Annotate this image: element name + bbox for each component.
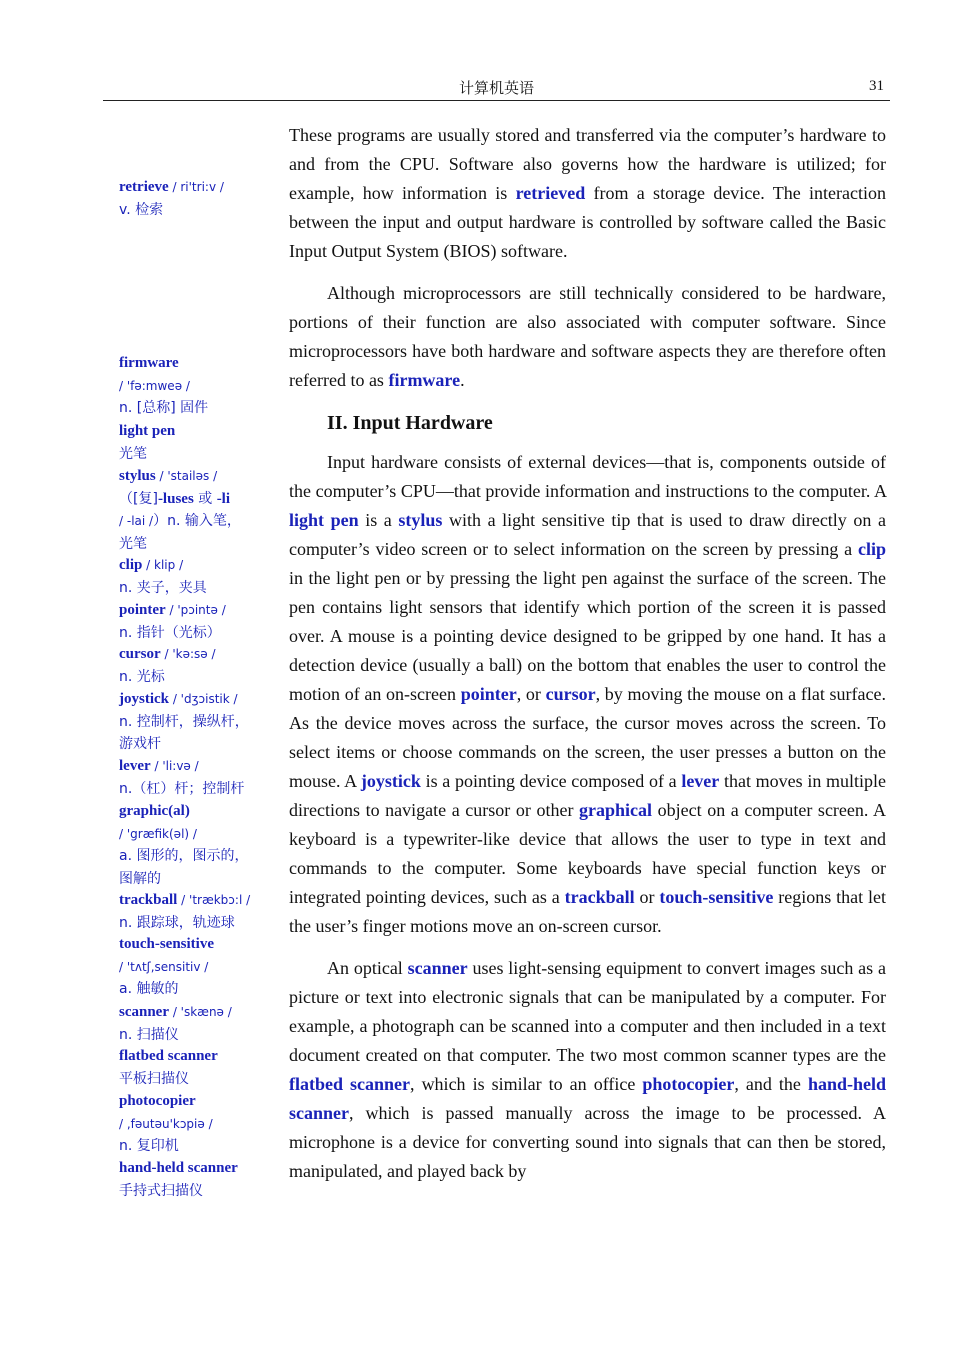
gloss-entry: [119, 420, 271, 465]
gloss-phonetic: / 'dʒɔistik /: [169, 692, 238, 706]
gloss-word: lever: [119, 758, 151, 774]
gloss-phonetic: / 'tʌtʃ,sensitiv /: [119, 959, 209, 974]
gloss-word: light pen: [119, 423, 176, 439]
text-run: , or: [516, 684, 546, 704]
gloss-definition: a. 触敏的: [119, 981, 179, 997]
gloss-phonetic: / 'trækbɔ:l /: [177, 893, 251, 907]
gloss-entry: [119, 1045, 271, 1090]
gloss-entry: [119, 755, 271, 800]
gloss-definition: 光笔: [119, 445, 147, 462]
gloss-word: hand-held scanner: [119, 1160, 238, 1176]
gloss-phonetic: / 'kə:sə /: [160, 647, 216, 661]
gloss-definition: n. 夹子，夹具: [119, 579, 207, 596]
gloss-entry: [119, 599, 271, 644]
text-run: , by moving the mouse on a flat surface. As the device moves across the surface, the cursor moves across the screen. To select items or choose commands on the screen, the user presses a button on the mouse. A: [289, 684, 886, 791]
gloss-definition: n.（杠）杆；控制杆: [119, 780, 245, 797]
gloss-phonetic: / 'græfik(əl) /: [119, 826, 197, 841]
gloss-entry: [119, 176, 271, 221]
gloss-word: scanner: [119, 1004, 169, 1020]
text-run: An optical: [327, 958, 408, 978]
gloss-word: stylus: [119, 468, 156, 484]
gloss-definition: n. 扫描仪: [119, 1026, 179, 1043]
gloss-phonetic: / 'fə:mweə /: [119, 378, 190, 393]
text-run: .: [460, 370, 465, 390]
gloss-word: retrieve: [119, 179, 169, 195]
gloss-phonetic: / klip /: [142, 558, 184, 572]
gloss-entry: [119, 352, 271, 420]
text-run: or: [634, 887, 660, 907]
keyword: photocopier: [642, 1074, 735, 1094]
page-number: 31: [869, 78, 884, 94]
gloss-phonetic: / 'skænə /: [169, 1005, 232, 1019]
keyword: retrieved: [515, 183, 586, 203]
gloss-word: clip: [119, 557, 143, 573]
keyword: firmware: [388, 370, 461, 390]
gloss-phonetic: / ri'tri:v /: [168, 180, 224, 194]
text-run: is a pointing device composed of a: [420, 771, 682, 791]
main-text: [289, 121, 886, 1186]
gloss-word: cursor: [119, 646, 161, 662]
keyword: graphical: [579, 800, 653, 820]
gloss-word: photocopier: [119, 1093, 196, 1109]
gloss-plural-close: ）: [153, 513, 168, 529]
gloss-definition: 光笔: [119, 535, 147, 552]
section-heading: II. Input Hardware: [327, 412, 493, 434]
text-run: from a storage device. The interaction between the input and output hardware is controlled by software called the Basic Input Output System (BIOS) software.: [289, 183, 886, 261]
gloss-word: flatbed scanner: [119, 1048, 218, 1064]
page-header: [103, 76, 890, 101]
running-title: 计算机英语: [458, 79, 534, 97]
gloss-phonetic: / 'li:və /: [150, 759, 199, 773]
paragraph: [289, 279, 886, 395]
text-run: , which is passed manually across the image to be processed. A microphone is a device for converting sound into signals that can then be stored, manipulated, and played back by: [289, 1103, 886, 1181]
gloss-entry: [119, 688, 271, 756]
gloss-word: joystick: [119, 691, 169, 707]
text-run: regions that let the user’s finger motions move an on-screen cursor.: [289, 887, 886, 936]
gloss-entry: [119, 1090, 271, 1158]
gloss-definition: n. 复印机: [119, 1138, 179, 1154]
gloss-definition: 游戏杆: [119, 736, 161, 752]
paragraph: [289, 448, 886, 941]
gloss-entry: [119, 800, 271, 890]
keyword: clip: [857, 539, 886, 559]
keyword: trackball: [564, 887, 635, 907]
text-run: that moves in multiple directions to navigate a cursor or other: [289, 771, 887, 820]
gloss-plural: -luses: [157, 490, 194, 507]
text-run: is a: [358, 510, 399, 530]
gloss-definition: v. 检索: [119, 201, 164, 218]
gloss-definition: 手持式扫描仪: [119, 1182, 203, 1199]
gloss-word: touch-sensitive: [119, 936, 214, 952]
gloss-definition: n. 指针（光标）: [119, 624, 221, 641]
gloss-definition: a. 图形的，图示的，: [119, 848, 249, 864]
paragraph: [289, 121, 886, 266]
keyword: flatbed scanner: [289, 1074, 411, 1094]
keyword: stylus: [398, 510, 443, 530]
gloss-entry: [119, 933, 271, 1001]
gloss-entry: [119, 465, 271, 555]
keyword: joystick: [360, 771, 421, 791]
gloss-entry: [119, 1157, 271, 1202]
gloss-entry: [119, 1001, 271, 1046]
paragraph: [289, 954, 886, 1186]
gloss-plural-phonetic: / -lai /: [119, 514, 154, 528]
gloss-plural: -li: [216, 490, 231, 507]
gloss-definition: 图解的: [119, 870, 161, 887]
gloss-word: trackball: [119, 892, 178, 908]
gloss-definition: n. 光标: [119, 668, 165, 685]
gloss-entry: [119, 643, 271, 688]
keyword: light pen: [289, 510, 359, 530]
gloss-definition: n. 控制杆，操纵杆，: [119, 713, 249, 730]
text-run: , which is similar to an office: [410, 1074, 643, 1094]
gloss-plural-or: 或: [193, 490, 217, 507]
gloss-definition: n. 输入笔，: [167, 513, 241, 529]
keyword: hand-held scanner: [289, 1074, 886, 1123]
gloss-word: pointer: [119, 602, 166, 618]
gloss-definition: n. [总称] 固件: [119, 400, 209, 416]
gloss-phonetic: / 'pɔintə /: [165, 603, 226, 617]
gloss-definition: 平板扫描仪: [119, 1070, 189, 1087]
gloss-phonetic: / ,fəutəu'kɔpiə /: [119, 1116, 213, 1131]
keyword: pointer: [460, 684, 517, 704]
text-run: Input hardware consists of external devices—that is, components outside of the computer’s CPU—that provide information and instructions to the computer. A: [289, 452, 886, 501]
keyword: lever: [681, 771, 720, 791]
keyword: touch-sensitive: [659, 887, 774, 907]
gloss-entry: [119, 889, 271, 934]
text-run: object on a computer screen. A keyboard is a typewriter-like device that allows the user to type in text and commands to the computer. Some keyboards have special function keys or integrated pointing devices, such as a: [289, 800, 886, 907]
gloss-phonetic: / 'stailəs /: [155, 469, 218, 483]
keyword: scanner: [407, 958, 468, 978]
text-run: in the light pen or by pressing the light pen against the surface of the screen. The pen contains light sensors that identify which portion of the screen it is passed over. A mouse is a pointing device designed to be gripped by one hand. It has a detection device (usually a ball) on the bottom that enables the user to control the motion of an on-screen: [289, 568, 886, 704]
text-run: Although microprocessors are still technically considered to be hardware, portions of their function are also associated with computer software. Since microprocessors have both hardware and software aspects they are therefore often referred to as: [289, 283, 886, 390]
text-run: , and the: [734, 1074, 808, 1094]
keyword: cursor: [545, 684, 596, 704]
text-run: uses light-sensing equipment to convert images such as a picture or text into electronic signals that can be manipulated by a computer. For example, a photograph can be scanned into a computer and then included in a text document created on that computer. The two most common scanner types are the: [289, 958, 886, 1065]
gloss-definition: n. 跟踪球，轨迹球: [119, 914, 235, 931]
gloss-plural-open: （[复]: [119, 490, 158, 507]
gloss-word: firmware: [119, 355, 179, 371]
text-run: These programs are usually stored and transferred via the computer’s hardware to and from the CPU. Software also governs how the hardware is utilized; for example, how information is: [289, 125, 886, 203]
text-run: with a light sensitive tip that is used to draw directly on a computer’s video screen or to select information on the screen by pressing a: [289, 510, 886, 559]
gloss-entry: [119, 554, 271, 599]
gloss-word: graphic(al): [119, 803, 190, 819]
